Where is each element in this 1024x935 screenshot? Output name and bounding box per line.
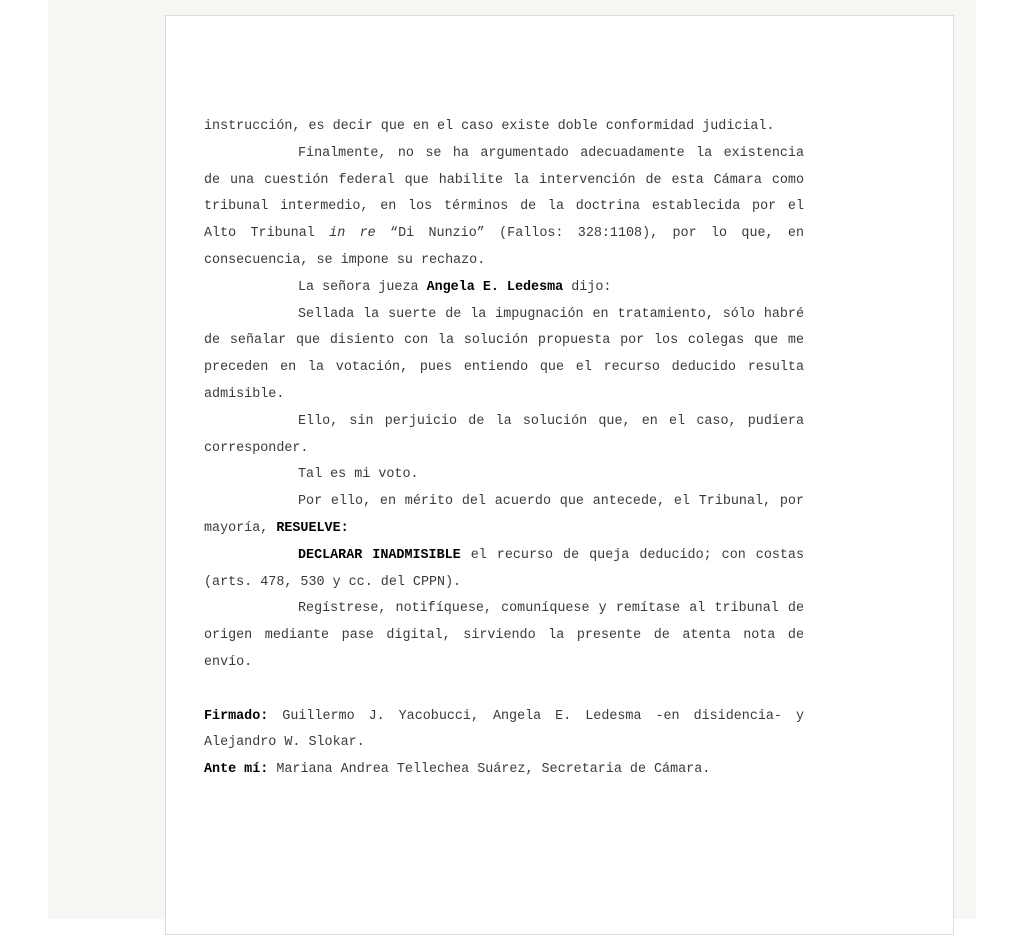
signatories: Guillermo J. Yacobucci, Angela E. Ledesma -en disidencia- y Alejandro W. Slokar. bbox=[204, 708, 804, 751]
secretary-block bbox=[204, 757, 804, 784]
paragraph-disidencia bbox=[204, 302, 804, 409]
paragraph-text: Finalmente, no se ha argumentado adecuadamente la existencia de una cuestión federal que habilite la intervención de esta Cámara como tribunal intermedio, en los términos de la doctrina establecida por el Alto Tribunal bbox=[204, 145, 804, 242]
paragraph-registrese bbox=[204, 596, 804, 676]
paragraph-jueza-ledesma bbox=[204, 275, 804, 302]
page-content bbox=[204, 114, 804, 784]
paragraph-text: instrucción, es decir que en el caso existe doble conformidad judicial. bbox=[204, 119, 775, 134]
paragraph-text: Por ello, en mérito del acuerdo que antecede, el Tribunal, por mayoría, bbox=[204, 494, 804, 536]
spacer bbox=[204, 677, 804, 704]
document-page bbox=[165, 15, 954, 935]
judge-name: Angela E. Ledesma bbox=[426, 279, 564, 295]
secretary-name: Mariana Andrea Tellechea Suárez, Secretaria de Cámara. bbox=[268, 762, 711, 778]
before-me-label: Ante mí: bbox=[204, 762, 269, 778]
paragraph-text: “Di Nunzio” (Fallos: 328:1108), por lo que, en consecuencia, se impone su rechazo. bbox=[204, 226, 805, 268]
italic-text: in re bbox=[329, 226, 376, 242]
paragraph-resolucion bbox=[204, 543, 804, 597]
paragraph-sin-perjuicio bbox=[204, 409, 804, 463]
paragraph-text: Sellada la suerte de la impugnación en tratamiento, sólo habré de señalar que disiento con la solución propuesta por los colegas que me preceden en la votación, pues entiendo que el recurso deducido resulta admisible. bbox=[204, 306, 804, 402]
resuelve-heading: RESUELVE: bbox=[276, 520, 349, 536]
paragraph-text: Tal es mi voto. bbox=[298, 467, 419, 483]
paragraph-text: dijo: bbox=[563, 279, 612, 295]
signed-label: Firmado: bbox=[204, 708, 269, 724]
paragraph-text: el recurso de queja deducido; con costas (arts. 478, 530 y cc. del CPPN). bbox=[204, 547, 805, 590]
paragraph-instruccion bbox=[204, 114, 804, 141]
document-viewer bbox=[48, 0, 976, 919]
paragraph-text: Regístrese, notifíquese, comuníquese y remítase al tribunal de origen mediante pase digital, sirviendo la presente de atenta nota de envío. bbox=[204, 601, 804, 670]
paragraph-por-ello bbox=[204, 489, 804, 543]
resolution-verdict: DECLARAR INADMISIBLE bbox=[298, 547, 461, 563]
signature-block bbox=[204, 704, 804, 758]
paragraph-text: La señora jueza bbox=[298, 279, 427, 295]
paragraph-text: Ello, sin perjuicio de la solución que, en el caso, pudiera corresponder. bbox=[204, 413, 804, 456]
paragraph-finalmente bbox=[204, 141, 804, 275]
paragraph-voto bbox=[204, 462, 804, 489]
